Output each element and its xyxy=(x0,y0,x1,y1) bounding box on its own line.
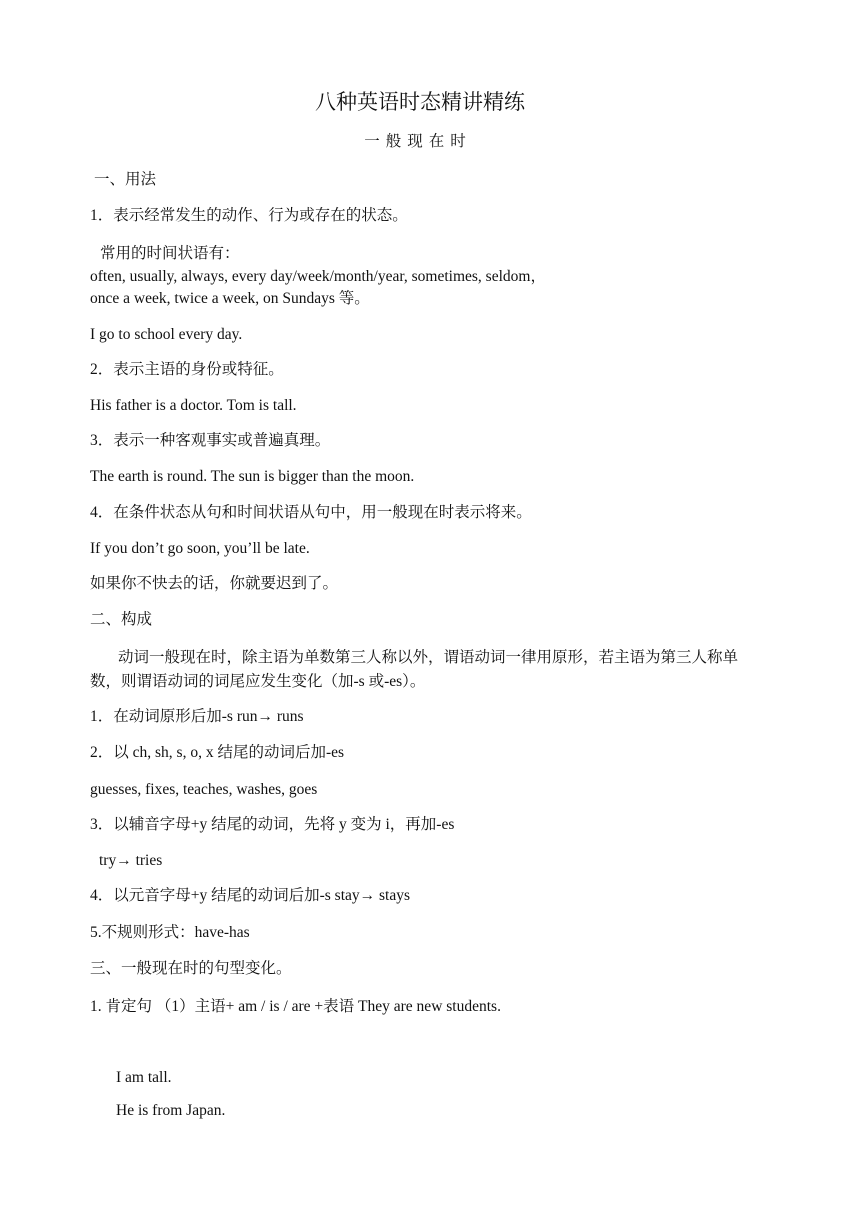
usage-3-example: The earth is round. The sun is bigger than the moon. xyxy=(90,468,415,485)
section-heading-usage: 一、用法 xyxy=(94,171,157,188)
usage-4-example: If you don’t go soon, you’ll be late. xyxy=(90,540,310,557)
usage-4-translation: 如果你不快去的话，你就要迟到了。 xyxy=(90,575,339,592)
adverbials-line-2: once a week, twice a week, on Sundays 等。 xyxy=(90,290,370,307)
form-paragraph: 动词一般现在时，除主语为单数第三人称以外，谓语动词一律用原形，若主语为第三人称单数，则谓语动词的词尾应发生变化（加-s 或-es）。 xyxy=(90,649,739,690)
usage-item-3: 3．表示一种客观事实或普遍真理。 xyxy=(90,432,331,449)
form-rule-2-examples: guesses, fixes, teaches, washes, goes xyxy=(90,781,318,798)
usage-item-2: 2．表示主语的身份或特征。 xyxy=(90,361,284,378)
section-heading-form: 二、构成 xyxy=(90,611,153,628)
pattern-item-1: 1. 肯定句 （1）主语+ am / is / are +表语 They are new students. xyxy=(90,998,501,1015)
usage-1-example: I go to school every day. xyxy=(90,326,243,343)
form-rule-4: 4．以元音字母+y 结尾的动词后加-s stay→ stays xyxy=(90,887,411,904)
document-title: 八种英语时态精讲精练 xyxy=(315,90,525,114)
usage-item-4: 4．在条件状态从句和时间状语从句中，用一般现在时表示将来。 xyxy=(90,504,532,521)
pattern-1-example-2: He is from Japan. xyxy=(116,1102,226,1119)
form-rule-5: 5.不规则形式：have-has xyxy=(90,924,250,941)
document-subtitle: 一般现在时 xyxy=(364,133,472,150)
usage-item-1: 1．表示经常发生的动作、行为或存在的状态。 xyxy=(90,207,408,224)
usage-2-example: His father is a doctor. Tom is tall. xyxy=(90,397,297,414)
adverbials-line-1: often, usually, always, every day/week/month/year, sometimes, seldom， xyxy=(90,268,546,285)
adverbials-label: 常用的时间状语有： xyxy=(100,245,240,262)
form-rule-3: 3．以辅音字母+y 结尾的动词，先将 y 变为 i，再加-es xyxy=(90,816,455,833)
form-rule-3-example: try→ tries xyxy=(99,852,163,869)
form-rule-1: 1．在动词原形后加-s run→ runs xyxy=(90,708,304,725)
section-heading-patterns: 三、一般现在时的句型变化。 xyxy=(90,960,292,977)
form-rule-2: 2．以 ch, sh, s, o, x 结尾的动词后加-es xyxy=(90,744,345,761)
pattern-1-example-1: I am tall. xyxy=(116,1069,172,1086)
